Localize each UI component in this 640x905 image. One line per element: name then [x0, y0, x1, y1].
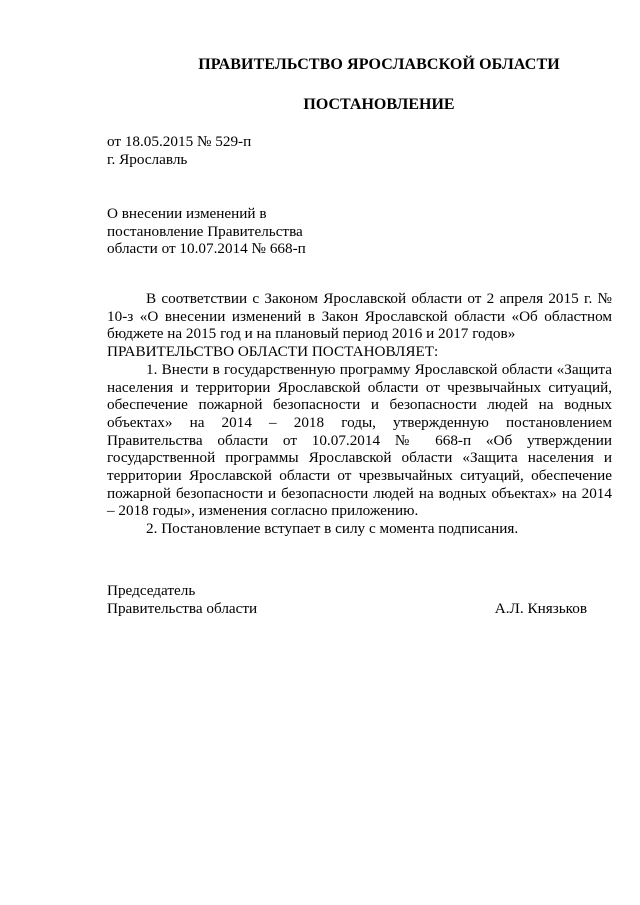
signatory-title-line-2: Правительства области [107, 599, 258, 617]
item-2-paragraph: 2. Постановление вступает в силу с момента подписания. [146, 520, 519, 538]
resolution-statement: ПРАВИТЕЛЬСТВО ОБЛАСТИ ПОСТАНОВЛЯЕТ: [107, 343, 439, 361]
signatory-title-line-1: Председатель [107, 582, 196, 599]
subject-line-1: О внесении изменений в [107, 205, 267, 222]
document-type-title: ПОСТАНОВЛЕНИЕ [303, 96, 455, 113]
preamble-paragraph: В соответствии с Законом Ярославской области от 2 апреля 2015 г. № 10-з «О внесении изменений в Закон Ярославской области «Об областном бюджете на 2015 год и на плановый период 2016 и 2017 годов» [107, 290, 612, 343]
signature-block [107, 582, 587, 617]
organization-title: ПРАВИТЕЛЬСТВО ЯРОСЛАВСКОЙ ОБЛАСТИ [198, 56, 560, 73]
subject-line-2: постановление Правительства [107, 222, 303, 240]
document-subject [107, 205, 306, 258]
document-meta [107, 133, 251, 168]
signature-row [107, 600, 587, 618]
document-body [107, 290, 612, 538]
signatory-name: А.Л. Князьков [494, 599, 587, 617]
subject-line-3: области от 10.07.2014 № 668-п [107, 240, 306, 258]
item-1-paragraph: 1. Внести в государственную программу Ярославской области «Защита населения и территории Ярославской области от чрезвычайных ситуаций, обеспечение пожарной безопасности и безопасности людей на водных объектах» на 2014 – 2018 годы, утвержденную постановлением Правительства области от 10.07.2014 № 668-п «Об утверждении государственной программы Ярославской области «Защита населения и территории Ярославской области от чрезвычайных ситуаций, обеспечение пожарной безопасности и безопасности людей на водных объектах» на 2014 – 2018 годы», изменения согласно приложению. [107, 360, 612, 520]
city: г. Ярославль [107, 150, 188, 168]
date-number: от 18.05.2015 № 529-п [107, 133, 252, 150]
